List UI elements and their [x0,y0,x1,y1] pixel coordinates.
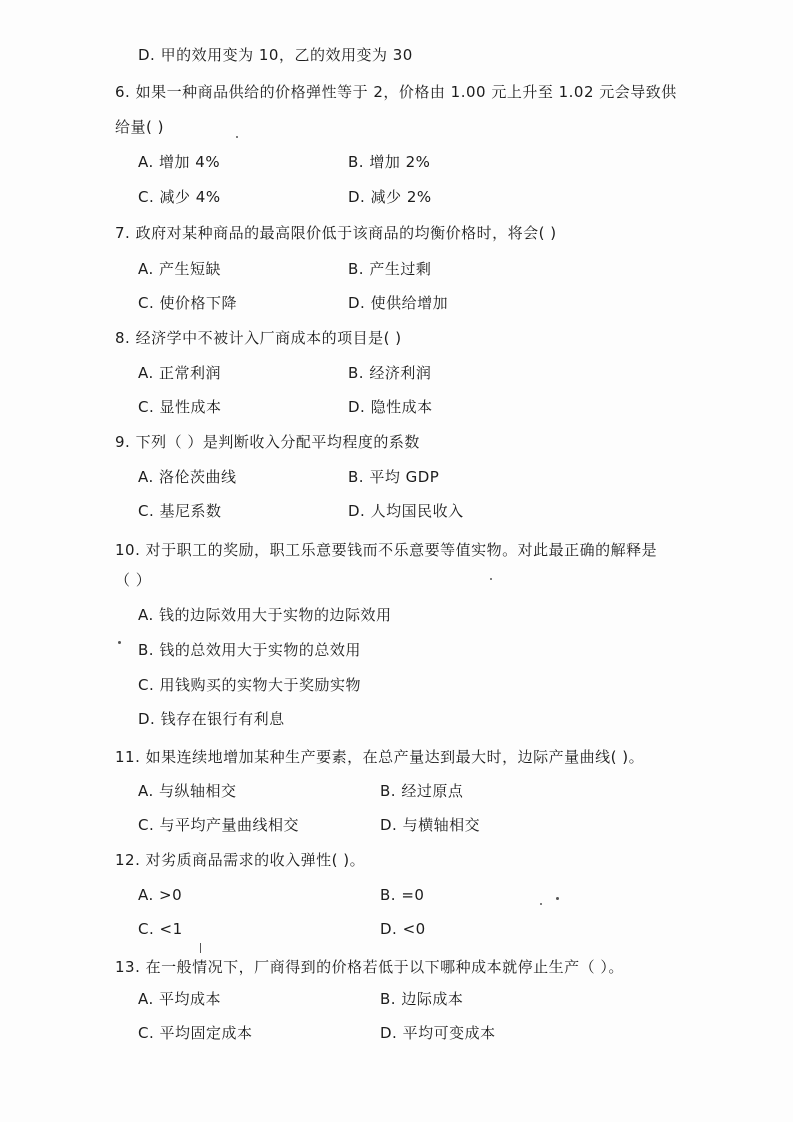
scan-speck [200,943,201,953]
q6-option-a: A. 增加 4% [138,153,221,171]
q13-option-c: C. 平均固定成本 [138,1024,253,1042]
scan-speck [236,136,238,138]
q8-option-d: D. 隐性成本 [348,398,433,416]
scan-speck [540,903,542,905]
q8-option-c: C. 显性成本 [138,398,222,416]
q11-option-b: B. 经过原点 [380,782,464,800]
scan-speck [556,897,559,900]
q12-option-c: C. <1 [138,920,183,938]
q6-stem-line1: 6. 如果一种商品供给的价格弹性等于 2，价格由 1.00 元上升至 1.02 元会导致供 [115,83,677,101]
q9-stem: 9. 下列（ ）是判断收入分配平均程度的系数 [115,433,420,451]
q8-stem: 8. 经济学中不被计入厂商成本的项目是( ) [115,329,402,347]
q13-stem: 13. 在一般情况下，厂商得到的价格若低于以下哪种成本就停止生产（ ）。 [115,958,624,976]
q12-option-b: B. =0 [380,886,425,904]
q10-option-c: C. 用钱购买的实物大于奖励实物 [138,676,362,694]
q6-stem-line2: 给量( ) [115,118,164,136]
q10-stem-line1: 10. 对于职工的奖励，职工乐意要钱而不乐意要等值实物。对此最正确的解释是 [115,541,658,559]
q9-option-c: C. 基尼系数 [138,502,222,520]
q11-option-d: D. 与横轴相交 [380,816,481,834]
q11-stem: 11. 如果连续地增加某种生产要素，在总产量达到最大时，边际产量曲线( )。 [115,748,645,766]
q13-option-b: B. 边际成本 [380,990,464,1008]
q8-option-b: B. 经济利润 [348,364,432,382]
q6-option-d: D. 减少 2% [348,188,432,206]
q9-option-d: D. 人均国民收入 [348,502,464,520]
q10-option-b: B. 钱的总效用大于实物的总效用 [138,641,361,659]
q11-option-c: C. 与平均产量曲线相交 [138,816,300,834]
q7-option-d: D. 使供给增加 [348,294,449,312]
q13-option-d: D. 平均可变成本 [380,1024,496,1042]
q7-option-c: C. 使价格下降 [138,294,238,312]
q7-option-b: B. 产生过剩 [348,260,432,278]
q13-option-a: A. 平均成本 [138,990,222,1008]
q5-option-d: D. 甲的效用变为 10，乙的效用变为 30 [138,46,413,64]
q12-stem: 12. 对劣质商品需求的收入弹性( )。 [115,851,366,869]
q10-option-a: A. 钱的边际效用大于实物的边际效用 [138,606,392,624]
q7-stem: 7. 政府对某种商品的最高限价低于该商品的均衡价格时，将会( ) [115,224,557,242]
q8-option-a: A. 正常利润 [138,364,222,382]
scan-speck [490,578,492,580]
q10-option-d: D. 钱存在银行有利息 [138,710,285,728]
q6-option-c: C. 减少 4% [138,188,221,206]
scan-speck [118,641,121,644]
q6-option-b: B. 增加 2% [348,153,431,171]
q9-option-a: A. 洛伦茨曲线 [138,468,237,486]
q12-option-d: D. <0 [380,920,426,938]
q11-option-a: A. 与纵轴相交 [138,782,237,800]
q7-option-a: A. 产生短缺 [138,260,222,278]
q10-stem-line2: （ ） [115,571,152,589]
q12-option-a: A. >0 [138,886,183,904]
q9-option-b: B. 平均 GDP [348,468,440,486]
